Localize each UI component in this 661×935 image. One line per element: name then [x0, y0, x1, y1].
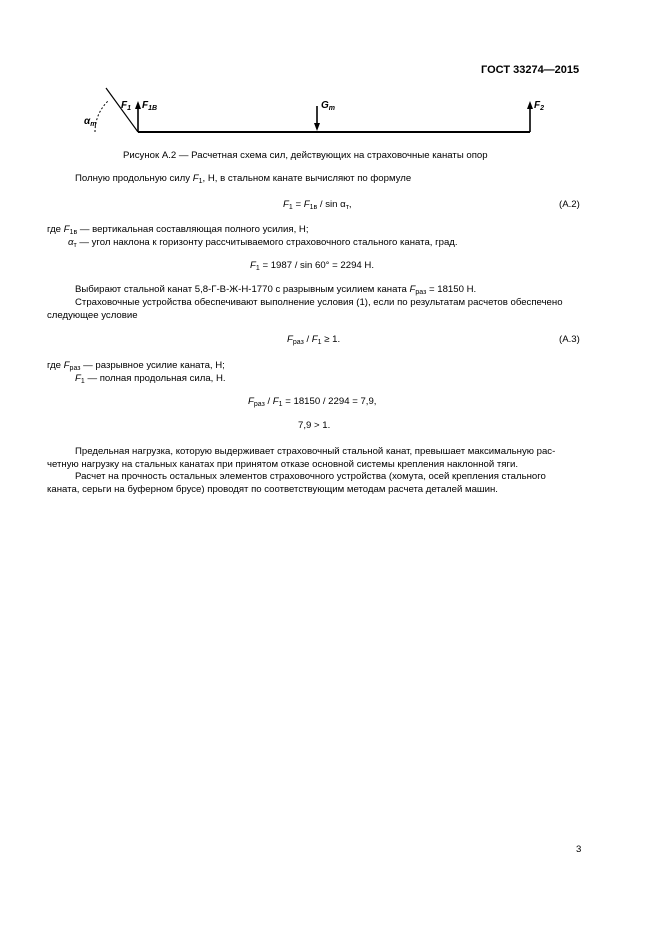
paragraph-4-line-1: Предельная нагрузка, которую выдерживает страховочный стальной канат, превышает максимальную рас- — [75, 446, 556, 457]
paragraph-3-line-1: Страховочные устройства обеспечивают выполнение условия (1), если по результатам расчетов обеспечено — [75, 297, 563, 308]
gt-arrowhead — [314, 123, 320, 131]
document-id: ГОСТ 33274—2015 — [481, 64, 580, 76]
calc-f1: $F_1 = 1987 / \sin 60^\circ = 2294$ Н. — [250, 260, 375, 272]
where-f1v: где $F_{1в}$ — вертикальная составляющая полного усилия, Н; — [47, 224, 309, 236]
label-f1v: $F_{1В}$ — [142, 100, 158, 112]
where-f1: $F_1$ — полная продольная сила, Н. — [75, 373, 226, 385]
label-f2: $F_2$ — [534, 100, 545, 112]
where-alpha: $\alpha_т$ — угол наклона к горизонту рассчитываемого страховочного стального каната, град. — [68, 237, 458, 249]
label-gt: $G_т$ — [321, 100, 336, 112]
figure-caption: Рисунок А.2 — Расчетная схема сил, действующих на страховочные канаты опор — [123, 150, 488, 161]
formula-a2: $F_1 = F_{1в} / \sin \alpha_т$, — [283, 199, 352, 211]
paragraph-3-line-2: следующее условие — [47, 310, 138, 321]
paragraph-2: Выбирают стальной канат 5,8-Г-В-Ж-Н-1770 с разрывным усилием каната $F_{раз} = 18150$ Н. — [75, 284, 477, 296]
formula-a3-number: (А.3) — [559, 334, 580, 345]
calc-ratio: $F_{раз} / F_1 = 18150 / 2294 = 7,9$, — [248, 396, 377, 408]
label-alpha: $\alpha_т$ — [84, 116, 97, 128]
label-f1: $F_1$ — [121, 100, 132, 112]
formula-a2-number: (А.2) — [559, 199, 580, 210]
formula-a3: $F_{раз} / F_1 \ge 1$. — [287, 334, 341, 346]
angle-arc — [95, 101, 108, 132]
paragraph-4-line-2: четную нагрузку на стальных канатах при принятом отказе основной системы крепления наклонной тяги. — [47, 459, 518, 470]
f1v-arrowhead — [135, 101, 141, 109]
paragraph-5-line-2: каната, серьги на буферном брусе) проводят по соответствующим методам расчета деталей машин. — [47, 484, 498, 495]
page-number: 3 — [576, 844, 582, 855]
force-diagram — [0, 0, 661, 150]
paragraph-1: Полную продольную силу $F_1$, Н, в стальном канате вычисляют по формуле — [75, 173, 412, 185]
calc-compare: 7,9 > 1. — [298, 420, 331, 431]
f2-arrowhead — [527, 101, 533, 109]
where-fraz: где $F_{раз}$ — разрывное усилие каната, Н; — [47, 360, 225, 372]
paragraph-5-line-1: Расчет на прочность остальных элементов страховочного устройства (хомута, осей крепления стального — [75, 471, 546, 482]
